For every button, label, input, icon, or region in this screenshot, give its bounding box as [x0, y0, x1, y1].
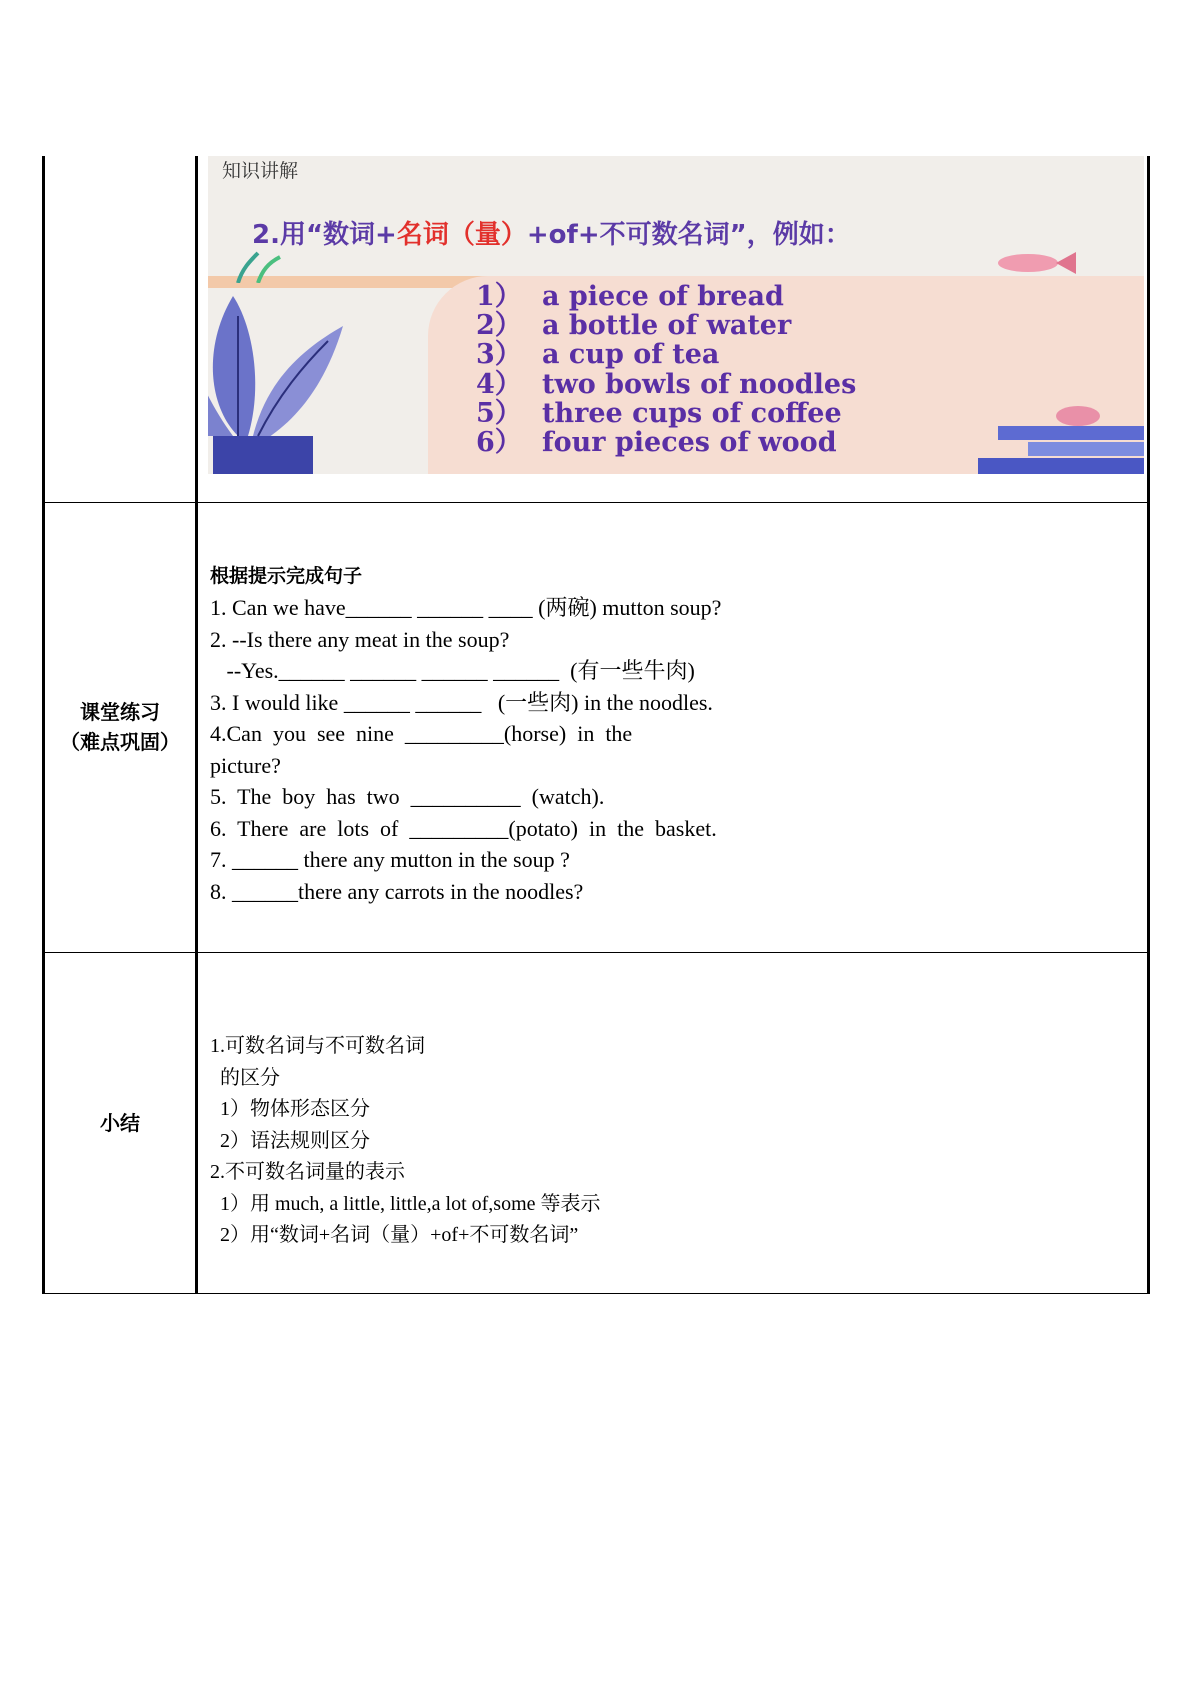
- method-part-3: +of+不可数名词”，例如：: [526, 220, 851, 250]
- books-decoration: [938, 386, 1144, 474]
- knowledge-row: [44, 156, 1149, 502]
- exercise-line-7: 5. The boy has two __________ (watch).: [210, 784, 605, 810]
- example-6: 6） four pieces of wood: [476, 427, 837, 458]
- exercise-line-4: 3. I would like ______ ______ (一些肉) in the noodles.: [210, 689, 713, 715]
- summary-line-4: 2）语法规则区分: [210, 1129, 370, 1152]
- example-3: 3） a cup of tea: [476, 339, 720, 370]
- summary-line-7: 2）用“数词+名词（量）+of+不可数名词”: [210, 1224, 579, 1247]
- practice-label: [44, 502, 197, 953]
- method-part-2: 名词（量）: [396, 220, 527, 250]
- fish-decoration: [988, 248, 1078, 278]
- example-5: 5） three cups of coffee: [476, 398, 842, 429]
- example-4: 4） two bowls of noodles: [476, 369, 857, 400]
- exercise-line-1: 1. Can we have______ ______ ____ (两碗) mutton soup?: [210, 595, 722, 621]
- exercise-block: [198, 503, 1147, 908]
- exercise-line-5: 4.Can you see nine _________(horse) in the: [210, 721, 633, 747]
- summary-line-2: 的区分: [210, 1066, 280, 1089]
- exercise-line-10: 8. ______there any carrots in the noodles?: [210, 878, 584, 904]
- practice-label-line-2: （难点巩固）: [60, 730, 180, 755]
- summary-row: [44, 953, 1149, 1294]
- summary-line-5: 2.不可数名词量的表示: [210, 1161, 405, 1184]
- row-label-empty: [44, 156, 197, 502]
- example-1: 1） a piece of bread: [476, 281, 784, 312]
- summary-line-3: 1）物体形态区分: [210, 1098, 370, 1121]
- exercise-line-2: 2. --Is there any meat in the soup?: [210, 626, 510, 652]
- summary-label: [44, 953, 197, 1294]
- plant-illustration: [208, 286, 348, 474]
- exercise-line-3: --Yes.______ ______ ______ ______ (有一些牛肉): [210, 658, 695, 684]
- summary-label-text: 小结: [100, 1111, 140, 1136]
- lesson-table: [42, 156, 1150, 1294]
- method-part-1: 2.用“数词+: [252, 220, 397, 250]
- summary-block: [198, 953, 1147, 1252]
- example-2: 2） a bottle of water: [476, 310, 792, 341]
- summary-line-6: 1）用 much, a little, little,a lot of,some 等表示: [210, 1192, 601, 1215]
- summary-line-1: 1.可数名词与不可数名词: [210, 1035, 425, 1058]
- exercise-line-8: 6. There are lots of _________(potato) in the basket.: [210, 815, 717, 841]
- lesson-slide-image: [208, 156, 1144, 474]
- slide-method-title: [252, 214, 851, 251]
- practice-row: [44, 502, 1149, 953]
- exercise-line-9: 7. ______ there any mutton in the soup ?: [210, 847, 570, 873]
- slide-cell: [197, 156, 1149, 502]
- practice-cell: [197, 502, 1149, 953]
- slide-section-title: 知识讲解: [222, 160, 299, 182]
- seaweed-decoration: [228, 251, 298, 283]
- exercise-heading: 根据提示完成句子: [210, 564, 363, 587]
- exercise-line-6: picture?: [210, 752, 281, 778]
- summary-cell: [197, 953, 1149, 1294]
- practice-label-line-1: 课堂练习: [80, 700, 160, 725]
